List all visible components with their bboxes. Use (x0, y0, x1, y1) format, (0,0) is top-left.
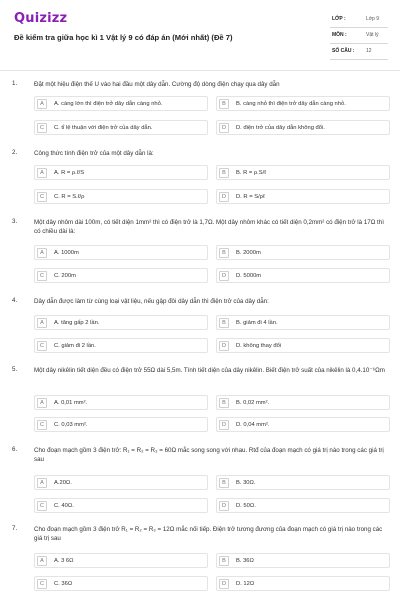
meta-key: SỐ CÂU : (332, 48, 355, 54)
question-number: 4. (12, 297, 18, 304)
option-d[interactable] (216, 268, 390, 283)
option-letter: B (219, 398, 229, 408)
option-letter: B (219, 556, 229, 566)
meta-value: Vật lý (366, 32, 379, 38)
option-text: C. giảm đi 2 lần. (54, 342, 96, 349)
option-c[interactable] (34, 120, 208, 135)
option-text: C. tỉ lệ thuận với điện trở của dây dẫn. (54, 124, 153, 131)
meta-row-subject (330, 28, 388, 44)
option-letter: C (37, 341, 47, 351)
question-number: 1. (12, 80, 18, 87)
question-text: Công thức tính điện trở của một dây dẫn là: (34, 150, 154, 157)
question-number: 6. (12, 446, 18, 453)
option-letter: D (219, 341, 229, 351)
option-letter: C (37, 271, 47, 281)
worksheet-header (0, 0, 400, 70)
option-c[interactable] (34, 338, 208, 353)
option-text: D. không thay đổi (236, 342, 282, 349)
option-letter: B (219, 478, 229, 488)
option-a[interactable] (34, 475, 208, 490)
option-d[interactable] (216, 189, 390, 204)
option-text: D. 12Ω (236, 580, 255, 587)
option-letter: D (219, 420, 229, 430)
option-text: A. 3 6Ω (54, 557, 74, 564)
option-text: C. 0,03 mm². (54, 421, 88, 428)
option-text: A.20Ω. (54, 479, 72, 486)
option-letter: D (219, 579, 229, 589)
worksheet-meta (330, 12, 388, 60)
question-text: Cho đoạn mạch gồm 3 điện trở R₁ = R₂ = R₃ = 12Ω mắc nối tiếp. Điện trở tương đương của đoạn mạch có giá trị nào trong các giá trị sau (34, 526, 383, 542)
quizizz-logo: Quizizz (14, 11, 68, 26)
option-d[interactable] (216, 498, 390, 513)
meta-value: 12 (366, 48, 372, 54)
option-letter: A (37, 168, 47, 178)
question-number: 2. (12, 149, 18, 156)
option-text: C. 36Ω (54, 580, 73, 587)
option-c[interactable] (34, 498, 208, 513)
option-b[interactable] (216, 96, 390, 111)
worksheet-title: Đề kiểm tra giữa học kì 1 Vật lý 9 có đáp án (Mới nhất) (Đề 7) (14, 33, 233, 42)
option-letter: C (37, 123, 47, 133)
option-text: D. 50Ω. (236, 502, 256, 509)
question-text: Một dây nikêlin tiết diện đều có điện trở 55Ω dài 5,5m. Tính tiết diện của dây nikêlin. Biết điện trở suất của nikêlin là 0,4.10⁻⁶Ωm (34, 367, 385, 374)
question-text: Dây dẫn được làm từ cùng loại vật liệu, nếu gập đôi dây dẫn thì điện trở của dây dẫn: (34, 298, 269, 305)
option-letter: B (219, 168, 229, 178)
option-letter: A (37, 556, 47, 566)
option-a[interactable] (34, 165, 208, 180)
option-letter: A (37, 99, 47, 109)
option-b[interactable] (216, 165, 390, 180)
option-text: D. điện trở của dây dẫn không đổi. (236, 124, 325, 131)
option-b[interactable] (216, 553, 390, 568)
option-text: D. 0,04 mm². (236, 421, 270, 428)
question-number: 7. (12, 525, 18, 532)
option-letter: A (37, 318, 47, 328)
option-letter: B (219, 248, 229, 258)
meta-key: MÔN : (332, 32, 347, 38)
meta-row-count (330, 44, 388, 60)
header-divider (0, 70, 400, 71)
option-text: A. tăng gấp 2 lần. (54, 319, 100, 326)
option-d[interactable] (216, 417, 390, 432)
meta-value: Lớp 9 (366, 16, 380, 22)
option-letter: B (219, 99, 229, 109)
option-c[interactable] (34, 268, 208, 283)
option-text: B. 0,02 mm². (236, 399, 270, 406)
option-text: B. 30Ω. (236, 479, 256, 486)
option-letter: C (37, 501, 47, 511)
option-letter: D (219, 271, 229, 281)
option-letter: D (219, 501, 229, 511)
option-text: A. 1000m (54, 249, 79, 256)
option-a[interactable] (34, 245, 208, 260)
question-text: Một dây nhôm dài 100m, có tiết diện 1mm² thì có điện trở là 1,7Ω. Một dây nhôm khác có tiết diện 0,2mm² có điện trở là 17Ω thì có chiều dài là: (34, 219, 384, 235)
option-text: D. R = S/ρℓ (236, 193, 265, 200)
option-letter: A (37, 478, 47, 488)
option-text: B. 36Ω (236, 557, 254, 564)
question-text: Đặt một hiệu điện thế U vào hai đầu một dây dẫn. Cường độ dòng điện chạy qua dây dẫn (34, 81, 280, 88)
option-letter: D (219, 123, 229, 133)
option-letter: C (37, 579, 47, 589)
option-c[interactable] (34, 576, 208, 591)
option-text: B. 2000m (236, 249, 261, 256)
option-text: B. R = ρ.S/ℓ (236, 169, 267, 176)
option-text: C. 40Ω. (54, 502, 74, 509)
option-c[interactable] (34, 417, 208, 432)
option-text: A. càng lớn thì điện trở dây dẫn càng nhỏ. (54, 100, 163, 107)
question-number: 3. (12, 218, 18, 225)
option-text: A. R = ρ.ℓ/S (54, 169, 85, 176)
option-d[interactable] (216, 338, 390, 353)
option-text: B. càng nhỏ thì điện trở dây dẫn càng nhỏ. (236, 100, 346, 107)
option-a[interactable] (34, 315, 208, 330)
option-a[interactable] (34, 96, 208, 111)
option-a[interactable] (34, 395, 208, 410)
option-b[interactable] (216, 395, 390, 410)
option-text: B. giảm đi 4 lần. (236, 319, 278, 326)
option-d[interactable] (216, 120, 390, 135)
option-b[interactable] (216, 475, 390, 490)
question-text: Cho đoạn mạch gồm 3 điện trở: R₁ = R₂ = R₃ = 60Ω mắc song song với nhau. Rtđ của đoạn mạch có giá trị nào trong các giá trị sau (34, 447, 384, 463)
option-letter: B (219, 318, 229, 328)
option-text: D. 5000m (236, 272, 262, 279)
option-d[interactable] (216, 576, 390, 591)
option-text: C. R = S.ℓ/ρ (54, 193, 85, 200)
option-letter: C (37, 192, 47, 202)
question-number: 5. (12, 366, 18, 373)
option-b[interactable] (216, 315, 390, 330)
meta-key: LỚP : (332, 16, 346, 22)
option-c[interactable] (34, 189, 208, 204)
option-b[interactable] (216, 245, 390, 260)
option-letter: A (37, 248, 47, 258)
option-letter: D (219, 192, 229, 202)
option-text: A. 0,01 mm². (54, 399, 88, 406)
meta-row-class (330, 12, 388, 28)
option-letter: A (37, 398, 47, 408)
option-letter: C (37, 420, 47, 430)
option-text: C. 200m (54, 272, 76, 279)
option-a[interactable] (34, 553, 208, 568)
